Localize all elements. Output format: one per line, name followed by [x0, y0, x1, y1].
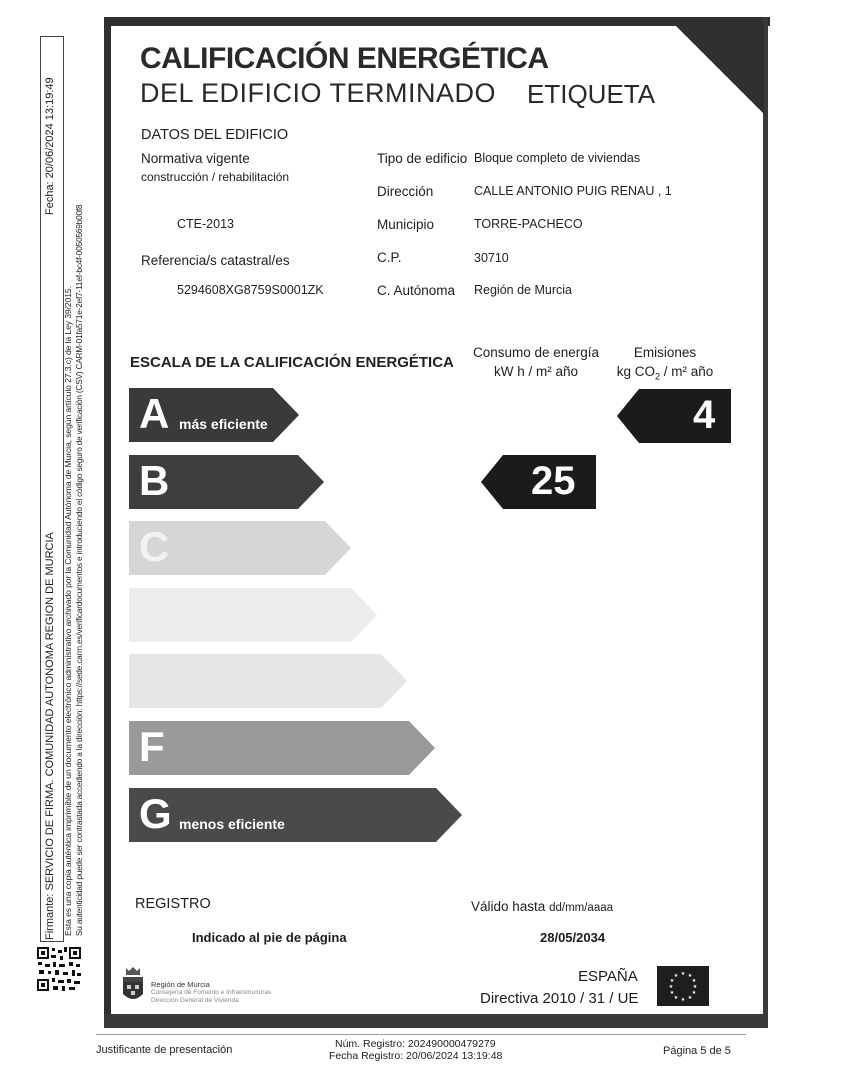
energy-bar-row-4 — [129, 588, 377, 642]
logo-text-3: Dirección General de Vivienda — [151, 997, 239, 1004]
signature-firmante: Firmante: SERVICIO DE FIRMA. COMUNIDAD AUTONOMA REGION DE MURCIA — [44, 532, 56, 940]
region-murcia-shield-icon — [120, 966, 146, 1006]
valido-value: 28/05/2034 — [540, 930, 606, 945]
emisiones-indicator — [617, 389, 731, 443]
normativa-value: CTE-2013 — [177, 217, 234, 231]
scale-title: ESCALA DE LA CALIFICACIÓN ENERGÉTICA — [130, 354, 454, 371]
label-frame-right — [763, 17, 768, 1027]
referencia-label: Referencia/s catastral/es — [141, 253, 290, 268]
energy-bar-letter: F — [139, 723, 165, 770]
corner-fold-triangle — [676, 26, 764, 114]
svg-text:★: ★ — [687, 995, 693, 1001]
directiva-label: Directiva 2010 / 31 / UE — [480, 990, 639, 1007]
title-etiqueta: ETIQUETA — [527, 79, 656, 109]
energy-bar-shape — [129, 588, 377, 642]
label-frame-bottom — [104, 1014, 768, 1028]
registro-label: REGISTRO — [135, 896, 211, 912]
energy-bar-shape — [129, 788, 462, 842]
normativa-label-1: Normativa vigente — [141, 151, 250, 166]
svg-text:★: ★ — [687, 973, 693, 979]
title-line-2: DEL EDIFICIO TERMINADO — [140, 78, 497, 108]
signature-date: Fecha: 20/06/2024 13:19:49 — [44, 77, 56, 215]
autonoma-value: Región de Murcia — [474, 283, 572, 297]
referencia-value: 5294608XG8759S0001ZK — [177, 283, 324, 297]
energy-bar-letter: A — [139, 390, 170, 437]
cp-label: C.P. — [377, 250, 402, 265]
energy-bar-caption: menos eficiente — [179, 816, 285, 832]
qr-code-icon — [36, 946, 82, 992]
svg-text:★: ★ — [691, 978, 697, 984]
label-frame-left — [104, 17, 111, 1027]
footer-registro-fecha: Fecha Registro: 20/06/2024 13:19:48 — [329, 1050, 503, 1062]
title-line-1: CALIFICACIÓN ENERGÉTICA — [140, 42, 549, 75]
energy-bar-c — [129, 521, 351, 575]
energy-bar-f — [129, 721, 435, 775]
footer-page: Página 5 de 5 — [663, 1045, 731, 1057]
verification-text-2: Su autenticidad puede ser contrastada accediendo a la dirección: https://sede.carm.es/verificardocumentos e introduciendo el código seguro de verificación (CSV) CARM-01fa571e-2ef7-11ef-bc4f-0050569b00f8 — [75, 204, 84, 936]
svg-text:★: ★ — [680, 971, 686, 977]
footer-rule — [96, 1034, 746, 1035]
energy-bar-row-5 — [129, 654, 407, 708]
consumo-header-2: kW h / m² año — [493, 364, 579, 379]
tipo-label: Tipo de edificio — [377, 151, 468, 166]
registro-value: Indicado al pie de página — [192, 930, 347, 945]
verification-text-1: Esta es una copia auténtica imprimible de un documento electrónico administrativo archivado por la Comunidad Autónoma de Murcia, según artículo 27.3.c) de la Ley 39/2015. — [63, 286, 73, 936]
energy-bar-shape — [129, 654, 407, 708]
energy-bar-a — [129, 388, 299, 442]
energy-bar-letter: G — [139, 790, 172, 837]
autonoma-label: C. Autónoma — [377, 283, 456, 298]
direccion-value: CALLE ANTONIO PUIG RENAU , 1 — [474, 184, 672, 198]
valido-label: Válido hasta dd/mm/aaaa — [471, 899, 614, 914]
svg-text:★: ★ — [669, 990, 675, 996]
energy-bar-shape — [129, 721, 435, 775]
tipo-value: Bloque completo de viviendas — [474, 151, 641, 165]
eu-flag-icon — [657, 966, 709, 1006]
cp-value: 30710 — [474, 251, 509, 265]
direccion-label: Dirección — [377, 184, 434, 199]
energy-bar-letter: B — [139, 457, 170, 504]
svg-text:★: ★ — [673, 995, 679, 1001]
footer-registro-num: Núm. Registro: 202490000479279 — [335, 1038, 496, 1050]
energy-bar-caption: más eficiente — [179, 416, 268, 432]
logo-text-1: Región de Murcia — [151, 980, 210, 989]
svg-text:★: ★ — [673, 973, 679, 979]
emisiones-header-2: kg $CO_2 / m^2$ año — [616, 364, 714, 382]
consumo-indicator — [481, 455, 596, 509]
energy-bar-b — [129, 455, 324, 509]
municipio-label: Municipio — [377, 217, 435, 232]
consumo-header-1: Consumo de energía — [472, 345, 600, 360]
svg-text:★: ★ — [680, 997, 686, 1003]
energy-bar-g — [129, 788, 462, 842]
consumo-value: 25 — [531, 459, 576, 503]
logo-text-2: Consejería de Fomento e Infraestructuras — [151, 989, 272, 996]
energy-bar-letter: C — [139, 523, 170, 570]
svg-text:★: ★ — [668, 984, 674, 990]
svg-text:★: ★ — [691, 990, 697, 996]
emisiones-header-1: Emisiones — [633, 345, 697, 360]
label-frame-top — [104, 17, 770, 26]
footer-justificante: Justificante de presentación — [96, 1044, 233, 1056]
country-label: ESPAÑA — [578, 968, 638, 985]
building-section-title: DATOS DEL EDIFICIO — [141, 127, 289, 143]
svg-text:★: ★ — [669, 978, 675, 984]
emisiones-value: 4 — [693, 393, 716, 437]
normativa-label-2: construcción / rehabilitación — [141, 170, 290, 184]
municipio-value: TORRE-PACHECO — [474, 217, 583, 231]
svg-text:★: ★ — [692, 984, 698, 990]
